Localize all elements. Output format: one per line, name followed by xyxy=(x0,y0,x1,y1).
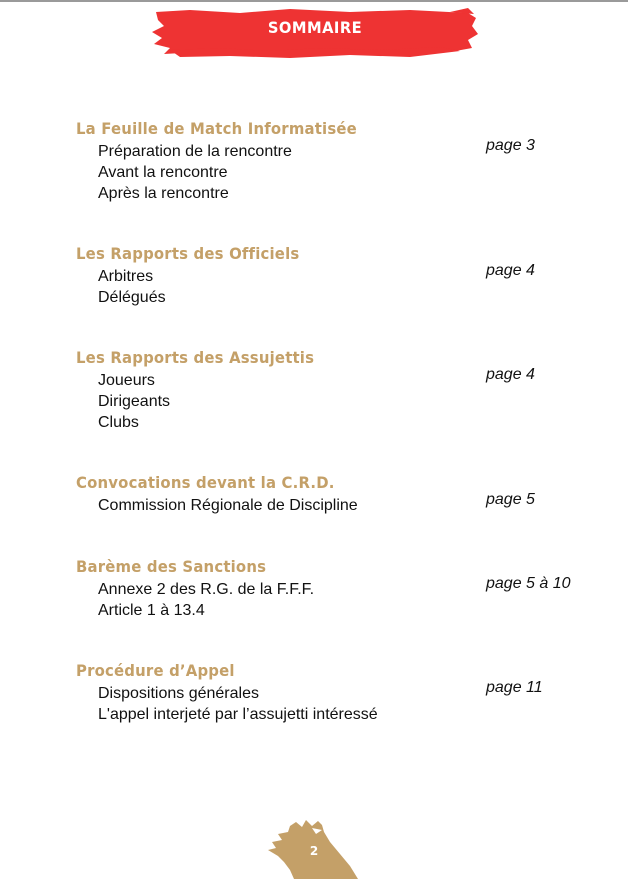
list-item: Préparation de la rencontre xyxy=(98,143,292,160)
page-reference: page 11 xyxy=(486,679,543,696)
toc-section-convocations xyxy=(76,473,596,516)
section-title: Procédure d’Appel xyxy=(76,661,235,680)
toc-section-feuille-de-match xyxy=(76,119,596,204)
page-reference: page 5 à 10 xyxy=(486,575,571,592)
page-title: SOMMAIRE xyxy=(267,18,363,37)
list-item: Annexe 2 des R.G. de la F.F.F. xyxy=(98,581,315,598)
toc-section-procedure-appel xyxy=(76,661,596,725)
list-item: Joueurs xyxy=(98,372,155,389)
section-title: La Feuille de Match Informatisée xyxy=(76,119,357,138)
toc-section-bareme-sanctions xyxy=(76,557,596,621)
page-reference: page 5 xyxy=(486,491,535,508)
list-item: Après la rencontre xyxy=(98,185,229,202)
page-number-badge xyxy=(266,818,362,879)
section-title: Convocations devant la C.R.D. xyxy=(76,473,335,492)
section-title: Les Rapports des Assujettis xyxy=(76,348,315,367)
section-title: Les Rapports des Officiels xyxy=(76,244,300,263)
page-number: 2 xyxy=(309,844,319,858)
top-border-line xyxy=(0,0,628,2)
list-item: Dispositions générales xyxy=(98,685,259,702)
toc-section-rapports-assujettis xyxy=(76,348,596,433)
list-item: Article 1 à 13.4 xyxy=(98,602,205,619)
header-banner xyxy=(150,4,480,60)
list-item: Dirigeants xyxy=(98,393,171,410)
list-item: Avant la rencontre xyxy=(98,164,228,181)
list-item: Délégués xyxy=(98,289,166,306)
section-title: Barème des Sanctions xyxy=(76,557,267,576)
toc-section-rapports-officiels xyxy=(76,244,596,308)
list-item: Arbitres xyxy=(98,268,154,285)
page-reference: page 3 xyxy=(486,137,535,154)
list-item: L'appel interjeté par l’assujetti intéressé xyxy=(98,706,378,723)
page-reference: page 4 xyxy=(486,262,535,279)
page-reference: page 4 xyxy=(486,366,535,383)
list-item: Commission Régionale de Discipline xyxy=(98,497,358,514)
list-item: Clubs xyxy=(98,414,139,431)
